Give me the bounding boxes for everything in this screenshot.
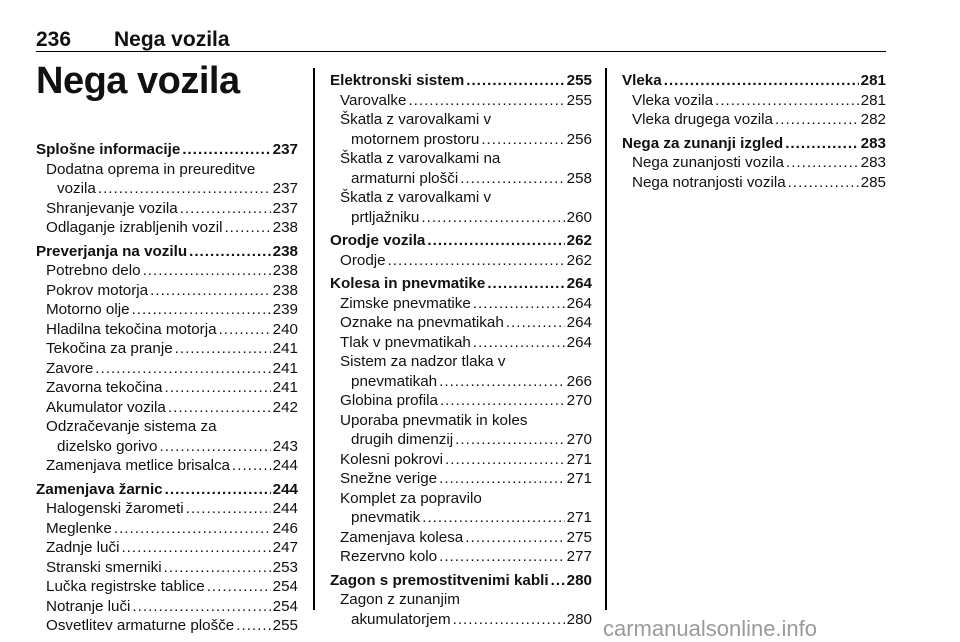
toc-column-3 <box>622 71 886 196</box>
entry-page-number: 244 <box>272 500 298 517</box>
page-number: 236 <box>36 28 72 51</box>
dot-leader <box>439 469 565 489</box>
dot-leader <box>408 91 564 111</box>
entry-page-number: 237 <box>272 199 298 217</box>
entry-page-number: 275 <box>566 528 592 546</box>
dot-leader <box>164 558 271 578</box>
entry-title: Snežne verige <box>340 470 438 487</box>
toc-entry-text-line: Zagon z zunanjim <box>340 591 460 608</box>
toc-section <box>330 71 592 227</box>
dot-leader <box>98 179 271 199</box>
dot-leader <box>460 169 564 189</box>
toc-entry-text-line: Škatla z varovalkami v <box>340 111 492 128</box>
dot-leader <box>473 294 565 314</box>
dot-leader <box>159 437 270 457</box>
entry-page-number: 258 <box>566 169 592 187</box>
toc-entry[interactable] <box>330 91 592 111</box>
dot-leader <box>465 528 564 548</box>
entry-title: drugih dimenzij <box>351 431 454 448</box>
entry-title: prtljažniku <box>351 208 420 226</box>
dot-leader <box>788 173 859 193</box>
column-divider-1 <box>313 68 315 610</box>
dot-leader <box>664 71 859 91</box>
toc-entry[interactable] <box>36 499 298 519</box>
toc-entry[interactable] <box>36 398 298 418</box>
toc-entry-text-line: Komplet za popravilo <box>340 489 482 507</box>
dot-leader <box>421 208 564 228</box>
dot-leader <box>440 391 565 411</box>
entry-title: Globina profila <box>340 392 438 409</box>
entry-title: Oznake na pnevmatikah <box>340 314 504 331</box>
section-title: Preverjanja na vozilu <box>36 242 188 260</box>
toc-entry[interactable] <box>330 469 592 489</box>
entry-page-number: 237 <box>272 180 298 197</box>
entry-page-number: 254 <box>272 597 298 615</box>
entry-page-number: 271 <box>566 450 592 468</box>
toc-section-heading[interactable] <box>330 231 592 251</box>
entry-title: Zamenjava kolesa <box>340 528 464 546</box>
entry-title: Vleka drugega vozila <box>632 111 773 128</box>
entry-page-number: 283 <box>860 154 886 171</box>
entry-title: Halogenski žarometi <box>46 500 184 517</box>
dot-leader <box>143 261 271 281</box>
toc-section <box>330 231 592 270</box>
entry-title: akumulatorjem <box>351 610 451 628</box>
chapter-title: Nega vozila <box>36 60 240 102</box>
section-title: Kolesa in pnevmatike <box>330 275 486 292</box>
entry-title: Stranski smerniki <box>46 558 162 576</box>
toc-entry[interactable] <box>330 391 592 411</box>
toc-section-heading[interactable] <box>36 242 298 262</box>
dot-leader <box>114 519 271 539</box>
entry-page-number: 243 <box>272 437 298 455</box>
section-title: Orodje vozila <box>330 232 426 249</box>
entry-title: motornem prostoru <box>351 130 480 148</box>
entry-page-number: 264 <box>566 314 592 331</box>
toc-entry[interactable] <box>330 251 592 271</box>
toc-entry[interactable] <box>330 610 592 630</box>
entry-title: Notranje luči <box>46 597 131 615</box>
entry-page-number: 270 <box>566 392 592 409</box>
toc-entry[interactable] <box>330 333 592 353</box>
dot-leader <box>487 274 564 294</box>
entry-page-number: 285 <box>860 173 886 191</box>
dot-leader <box>427 231 564 251</box>
toc-entry[interactable] <box>622 110 886 130</box>
dot-leader <box>207 577 271 597</box>
section-title: Zagon s premostitvenimi kabli <box>330 571 549 589</box>
entry-title: pnevmatikah <box>351 372 438 390</box>
entry-title: Meglenke <box>46 519 112 537</box>
entry-title: Osvetlitev armaturne plošče <box>46 617 235 634</box>
entry-title: Zavorna tekočina <box>46 379 163 396</box>
toc-entry[interactable] <box>36 437 298 457</box>
entry-title: Hladilna tekočina motorja <box>46 320 217 338</box>
toc-entry-text-line: Škatla z varovalkami v <box>340 189 492 206</box>
toc-entry[interactable] <box>330 430 592 450</box>
entry-page-number: 241 <box>272 379 298 396</box>
entry-page-number: 255 <box>566 91 592 109</box>
toc-entry-text-line: Škatla z varovalkami na <box>340 150 501 167</box>
dot-leader <box>439 372 565 392</box>
dot-leader <box>715 91 859 111</box>
dot-leader <box>95 359 270 379</box>
toc-entry[interactable] <box>330 450 592 470</box>
entry-title: Kolesni pokrovi <box>340 450 443 468</box>
dot-leader <box>165 480 271 500</box>
entry-title: Tlak v pnevmatikah <box>340 333 471 351</box>
toc-entry[interactable] <box>622 91 886 111</box>
watermark: carmanualsonline.info <box>603 616 818 641</box>
entry-page-number: 280 <box>566 610 592 628</box>
entry-title: Shranjevanje vozila <box>46 199 178 217</box>
entry-page-number: 271 <box>566 470 592 487</box>
toc-section-heading[interactable] <box>622 134 886 154</box>
entry-page-number: 270 <box>566 431 592 448</box>
entry-title: Nega notranjosti vozila <box>632 173 786 191</box>
toc-entry[interactable] <box>330 372 592 392</box>
entry-title: Pokrov motorja <box>46 281 149 299</box>
toc-section <box>36 480 298 636</box>
toc-section <box>622 71 886 130</box>
toc-section-heading[interactable] <box>622 71 886 91</box>
toc-section <box>330 274 592 567</box>
toc-entry[interactable] <box>622 173 886 193</box>
running-title: Nega vozila <box>114 28 230 51</box>
dot-leader <box>165 378 271 398</box>
section-title: Elektronski sistem <box>330 72 465 89</box>
dot-leader <box>453 610 565 630</box>
entry-title: Motorno olje <box>46 301 130 318</box>
section-title: Vleka <box>622 72 662 89</box>
dot-leader <box>168 398 271 418</box>
dot-leader <box>224 218 270 238</box>
entry-page-number: 238 <box>272 219 298 236</box>
entry-page-number: 247 <box>272 539 298 556</box>
dot-leader <box>473 333 565 353</box>
dot-leader <box>466 71 564 91</box>
toc-section-heading[interactable] <box>330 71 592 91</box>
toc-entry[interactable] <box>36 538 298 558</box>
entry-title: Zadnje luči <box>46 539 120 556</box>
dot-leader <box>481 130 564 150</box>
section-page-number: 237 <box>272 141 298 158</box>
entry-page-number: 244 <box>272 457 298 474</box>
section-page-number: 262 <box>566 232 592 249</box>
page-header <box>36 28 230 52</box>
toc-entry[interactable] <box>330 508 592 528</box>
entry-page-number: 241 <box>272 359 298 377</box>
entry-page-number: 253 <box>272 558 298 576</box>
dot-leader <box>180 199 271 219</box>
toc-entry-text-line: Uporaba pnevmatik in koles <box>340 411 528 429</box>
entry-page-number: 264 <box>566 333 592 351</box>
entry-page-number: 239 <box>272 301 298 318</box>
section-page-number: 280 <box>566 571 592 589</box>
entry-title: dizelsko gorivo <box>57 437 158 455</box>
toc-entry[interactable] <box>36 519 298 539</box>
dot-leader <box>445 450 565 470</box>
entry-title: pnevmatik <box>351 509 421 526</box>
toc-entry[interactable] <box>330 208 592 228</box>
entry-page-number: 260 <box>566 208 592 226</box>
toc-entry-text-line: Sistem za nadzor tlaka v <box>340 353 506 370</box>
toc-entry[interactable] <box>330 313 592 333</box>
toc-entry[interactable] <box>36 616 298 636</box>
toc-section-heading[interactable] <box>36 140 298 160</box>
dot-leader <box>182 140 270 160</box>
entry-title: Akumulator vozila <box>46 398 166 416</box>
section-page-number: 255 <box>566 72 592 89</box>
dot-leader <box>236 616 270 636</box>
column-divider-2 <box>605 68 607 610</box>
dot-leader <box>175 339 271 359</box>
toc-entry[interactable] <box>622 153 886 173</box>
entry-page-number: 264 <box>566 294 592 312</box>
toc-section <box>36 140 298 238</box>
dot-leader <box>439 547 565 567</box>
toc-section-heading[interactable] <box>330 571 592 591</box>
entry-page-number: 246 <box>272 519 298 537</box>
entry-title: Nega zunanjosti vozila <box>632 154 784 171</box>
entry-page-number: 240 <box>272 320 298 338</box>
entry-page-number: 256 <box>566 130 592 148</box>
entry-title: Tekočina za pranje <box>46 340 173 357</box>
entry-title: Odlaganje izrabljenih vozil <box>46 219 223 236</box>
header-rule <box>36 51 886 52</box>
toc-entry[interactable] <box>330 169 592 189</box>
entry-title: armaturni plošči <box>351 169 459 187</box>
toc-entry[interactable] <box>36 597 298 617</box>
toc-entry[interactable] <box>36 359 298 379</box>
entry-page-number: 281 <box>860 91 886 109</box>
dot-leader <box>506 313 565 333</box>
entry-page-number: 254 <box>272 578 298 595</box>
dot-leader <box>785 134 858 154</box>
toc-entry[interactable] <box>36 199 298 219</box>
entry-title: Vleka vozila <box>632 91 714 109</box>
entry-title: vozila <box>57 180 96 197</box>
section-title: Splošne informacije <box>36 141 181 158</box>
toc-entry[interactable] <box>36 378 298 398</box>
section-title: Nega za zunanji izgled <box>622 134 784 152</box>
dot-leader <box>775 110 859 130</box>
section-page-number: 244 <box>272 480 298 498</box>
toc-entry[interactable] <box>330 130 592 150</box>
entry-page-number: 266 <box>566 372 592 390</box>
section-page-number: 281 <box>860 72 886 89</box>
entry-page-number: 242 <box>272 398 298 416</box>
entry-page-number: 241 <box>272 340 298 357</box>
toc-entry[interactable] <box>36 261 298 281</box>
entry-page-number: 255 <box>272 617 298 634</box>
entry-title: Zimske pnevmatike <box>340 294 471 312</box>
dot-leader <box>232 456 271 476</box>
dot-leader <box>422 508 564 528</box>
toc-column-1 <box>36 140 298 640</box>
toc-entry[interactable] <box>36 456 298 476</box>
toc-entry[interactable] <box>36 320 298 340</box>
dot-leader <box>786 153 859 173</box>
dot-leader <box>551 571 565 591</box>
entry-title: Orodje <box>340 251 386 269</box>
dot-leader <box>121 538 270 558</box>
entry-title: Varovalke <box>340 91 407 109</box>
toc-entry-text-line: Dodatna oprema in preureditve <box>46 160 256 178</box>
dot-leader <box>150 281 271 301</box>
dot-leader <box>455 430 565 450</box>
entry-title: Zavore <box>46 359 94 377</box>
entry-page-number: 238 <box>272 262 298 279</box>
entry-title: Zamenjava metlice brisalca <box>46 457 231 474</box>
dot-leader <box>132 597 270 617</box>
toc-section-heading[interactable] <box>36 480 298 500</box>
dot-leader <box>219 320 271 340</box>
toc-entry[interactable] <box>36 179 298 199</box>
toc-column-2 <box>330 71 592 633</box>
toc-entry[interactable] <box>36 339 298 359</box>
dot-leader <box>132 300 271 320</box>
toc-entry[interactable] <box>36 577 298 597</box>
toc-entry-text-line: Odzračevanje sistema za <box>46 418 217 435</box>
toc-section <box>36 242 298 476</box>
entry-page-number: 271 <box>566 509 592 526</box>
section-page-number: 264 <box>566 275 592 292</box>
toc-entry[interactable] <box>36 300 298 320</box>
entry-title: Lučka registrske tablice <box>46 578 205 595</box>
toc-entry[interactable] <box>330 294 592 314</box>
toc-entry[interactable] <box>330 528 592 548</box>
entry-page-number: 238 <box>272 281 298 299</box>
dot-leader <box>186 499 271 519</box>
entry-title: Potrebno delo <box>46 262 141 279</box>
toc-section <box>622 134 886 193</box>
toc-entry[interactable] <box>36 558 298 578</box>
toc-entry[interactable] <box>36 281 298 301</box>
toc-section-heading[interactable] <box>330 274 592 294</box>
toc-entry[interactable] <box>36 218 298 238</box>
section-page-number: 283 <box>860 134 886 152</box>
entry-page-number: 277 <box>566 548 592 565</box>
entry-page-number: 282 <box>860 111 886 128</box>
entry-title: Rezervno kolo <box>340 548 438 565</box>
dot-leader <box>189 242 271 262</box>
toc-section <box>330 571 592 630</box>
section-title: Zamenjava žarnic <box>36 480 163 498</box>
dot-leader <box>388 251 565 271</box>
toc-entry[interactable] <box>330 547 592 567</box>
section-page-number: 238 <box>272 242 298 260</box>
entry-page-number: 262 <box>566 251 592 269</box>
